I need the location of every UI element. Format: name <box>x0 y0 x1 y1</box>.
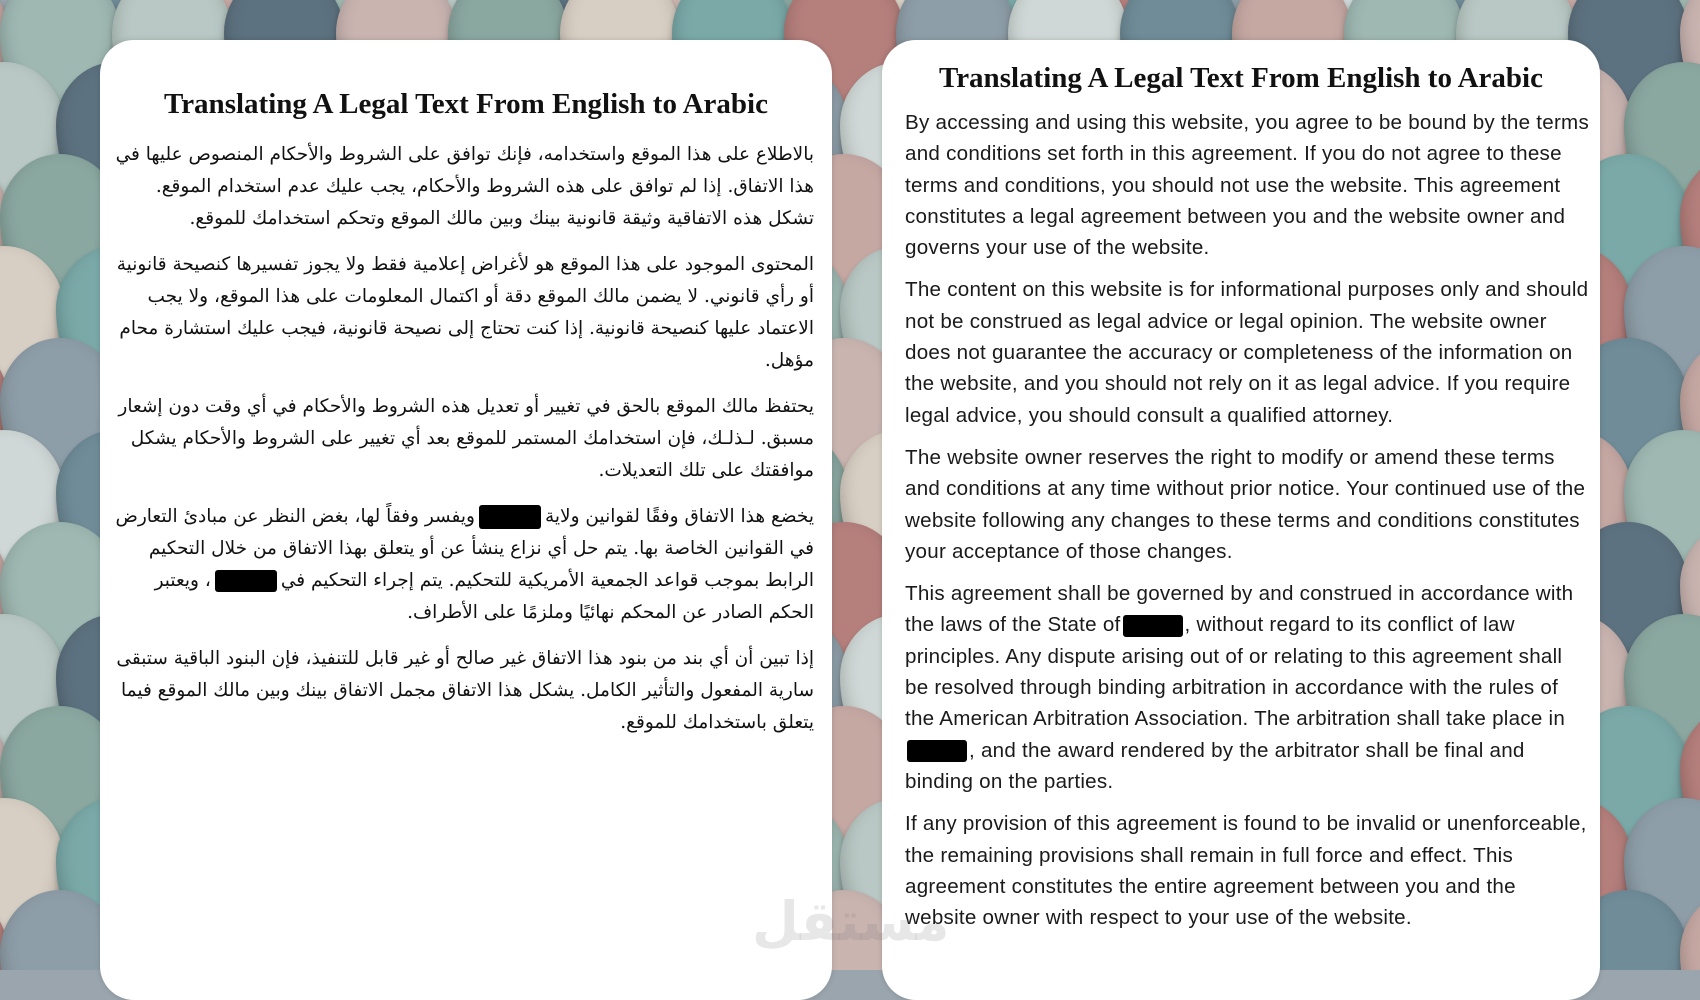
english-p4-text-3: , and the award rendered by the arbitrator shall be final and binding on the parties. <box>905 738 1525 793</box>
redaction-block <box>215 570 277 592</box>
english-paragraph-5: If any provision of this agreement is found to be invalid or unenforceable, the remaining provisions shall remain in full force and effect. This agreement constitutes the entire agreement between you and the website owner with respect to your use of the website. <box>905 812 1587 930</box>
english-paragraph-2: The content on this website is for informational purposes only and should not be construed as legal advice or legal opinion. The website owner does not guarantee the accuracy or completeness of the information on the website, and you should not rely on it as legal advice. If you require legal advice, you should consult a qualified attorney. <box>905 278 1589 427</box>
arabic-paragraph-4 <box>110 501 814 629</box>
redaction-block <box>907 740 967 762</box>
arabic-paragraph-5: إذا تبين أن أي بند من بنود هذا الاتفاق غير صالح أو غير قابل للتنفيذ، فإن البنود الباقية ستبقى سارية المفعول والتأثير الكامل. يشكل هذا الاتفاق مجمل الاتفاق بينك وبين مالك الموقع فيما يتعلق باستخدامك للموقع. <box>116 648 814 733</box>
arabic-paragraph-2: المحتوى الموجود على هذا الموقع هو لأغراض إعلامية فقط ولا يجوز تفسيرها كنصيحة قانونية أو رأي قانوني. لا يضمن مالك الموقع دقة أو اكتمال المعلومات على هذا الموقع، ولا يجب الاعتماد عليها كنصيحة قانونية. إذا كنت تحتاج إلى نصيحة قانونية، فيجب عليك استشارة محام مؤهل. <box>116 254 814 371</box>
english-text-body <box>882 95 1600 933</box>
english-card-title: Translating A Legal Text From English to Arabic <box>939 62 1543 94</box>
english-p4-text-2: , without regard to its conflict of law principles. Any dispute arising out of or relating to this agreement shall be resolved through binding arbitration in accordance with the rules of the American Arbitration Association. The arbitration shall take place in <box>905 613 1566 731</box>
watermark-logo: مستقل <box>752 890 950 953</box>
redaction-block <box>1123 615 1183 637</box>
arabic-p4-text-3: ، ويعتبر الحكم الصادر عن المحكم نهائيًا وملزمًا على الأطراف. <box>154 570 814 623</box>
arabic-p4-text-1: يخضع هذا الاتفاق وفقًا لقوانين ولاية <box>544 506 814 527</box>
english-paragraph-1: By accessing and using this website, you agree to be bound by the terms and conditions set forth in this agreement. If you do not agree to these terms and conditions, you should not use the website. This agreement constitutes a legal agreement between you and the website owner and governs your use of the website. <box>905 111 1590 260</box>
arabic-paragraph-3: يحتفظ مالك الموقع بالحق في تغيير أو تعديل هذه الشروط والأحكام في أي وقت دون إشعار مسبق. لـذلـك، فإن استخدامك المستمر للموقع بعد أي تغيير على الشروط والأحكام يشكل موافقتك على تلك التعديلات. <box>118 396 814 481</box>
redaction-block <box>479 505 541 529</box>
english-p4-text-1: This agreement shall be governed by and construed in accordance with the laws of the State of <box>905 582 1574 637</box>
english-paragraph-3: The website owner reserves the right to modify or amend these terms and conditions at any time without prior notice. Your continued use of the website following any changes to these terms and conditions constitutes your acceptance of those changes. <box>905 445 1586 563</box>
arabic-paragraph-1: بالاطلاع على هذا الموقع واستخدامه، فإنك توافق على الشروط والأحكام المنصوص عليها في هذا الاتفاق. إذا لم توافق على هذه الشروط والأحكام، يجب عليك عدم استخدام الموقع. تشكل هذه الاتفاقية وثيقة قانونية بينك وبين مالك الموقع وتحكم استخدامك للموقع. <box>115 144 814 229</box>
arabic-p4-text-2: ويفسر وفقاً لها، بغض النظر عن مبادئ التعارض في القوانين الخاصة بها. يتم حل أي نزاع ينشأ عن أو يتعلق بهذا الاتفاق من خلال التحكيم الرابط بموجب قواعد الجمعية الأمريكية للتحكيم. يتم إجراء التحكيم في <box>115 506 814 591</box>
english-paragraph-4 <box>905 578 1590 797</box>
arabic-text-body <box>100 121 832 739</box>
arabic-translation-card <box>100 40 832 1000</box>
arabic-card-title: Translating A Legal Text From English to Arabic <box>164 88 768 120</box>
english-source-card <box>882 40 1600 1000</box>
